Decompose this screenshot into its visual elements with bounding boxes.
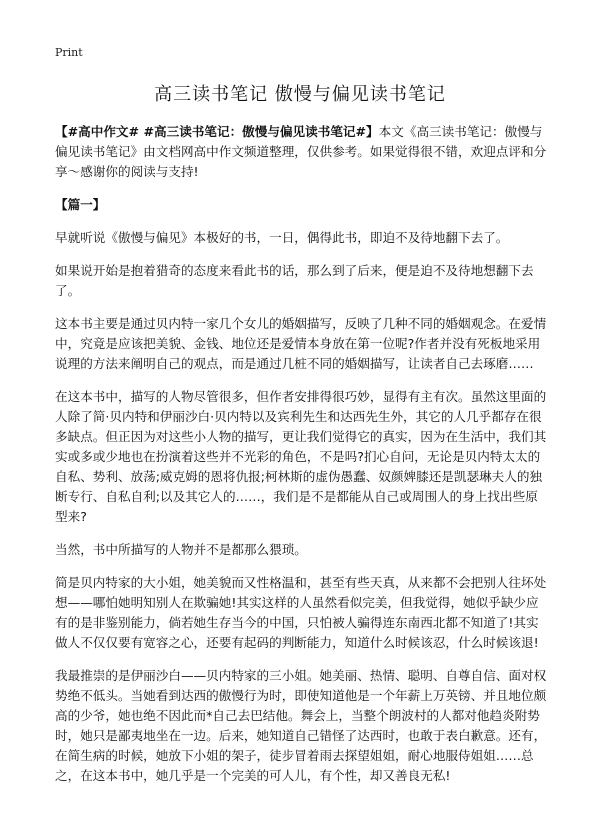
section-heading: 【篇一】 xyxy=(55,197,106,212)
paragraph-5: 当然，书中所描写的人物并不是都那么猥琐。 xyxy=(55,542,307,557)
paragraph-4: 在这本书中，描写的人物尽管很多，但作者安排得很巧妙，显得有主有次。虽然这里面的人除了简·贝内特和伊丽沙白·贝内特以及宾利先生和达西先生外，其它的人几乎都存在很多缺点。但正因为对这些小人物的描写，更让我们觉得它的真实，因为在生活中，我们其实或多或少地也在扮演着这些并不光彩的角色，不是吗?扪心自问，无论是贝内特太太的自私、势利、放荡;威克姆的恩将仇报;柯林斯的虚伪愚蠢、奴颜婢膝还是凯瑟琳夫人的独断专行、自私自利;以及其它人的……，我们是不是都能从自己或周围人的身上找出些原型来? xyxy=(55,389,547,524)
print-link[interactable]: Print xyxy=(55,46,83,59)
paragraph-6: 简是贝内特家的大小姐，她美貌而又性格温和，甚至有些天真，从来都不会把别人往坏处想——哪怕她明知别人在欺骗她!其实这样的人虽然看似完美，但我觉得，她似乎缺少应有的是非鉴别能力，倘若她生存当今的中国，只怕被人骗得连东南西北都不知道了!其实做人不仅仅要有宽容之心，还要有起码的判断能力，知道什么时候该忍，什么时候该退! xyxy=(55,575,547,650)
paragraph-3: 这本书主要是通过贝内特一家几个女儿的婚姻描写，反映了几种不同的婚姻观念。在爱情中，究竟是应该把美貌、金钱、地位还是爱情本身放在第一位呢?作者并没有死板地采用说理的方法来阐明自己的观点，而是通过几桩不同的婚姻描写，让读者自己去琢磨…… xyxy=(55,316,547,371)
article-body xyxy=(55,122,547,799)
intro-tag: 【#高中作文# #高三读书笔记：傲慢与偏见读书笔记#】 xyxy=(55,124,379,139)
paragraph-2: 如果说开始是抱着猎奇的态度来看此书的话，那么到了后来，便是迫不及待地想翻下去了。 xyxy=(55,263,534,298)
intro-text: 本文《高三读书笔记：傲慢与偏见读书笔记》由文档网高中作文频道整理，仅供参考。如果觉得很不错，欢迎点评和分享～感谢你的阅读与支持! xyxy=(55,124,547,179)
paragraph-1: 早就听说《傲慢与偏见》本极好的书，一日，偶得此书，即迫不及待地翻下去了。 xyxy=(55,230,509,245)
intro-paragraph xyxy=(55,122,547,182)
paragraph-7: 我最推崇的是伊丽沙白——贝内特家的三小姐。她美丽、热情、聪明、自尊自信、面对权势绝不低头。当她看到达西的傲慢行为时，即使知道他是一个年薪上万英镑、并且地位颇高的少爷，她也绝不因此而*自己去巴结他。舞会上，当整个朗波村的人都对他趋炎附势时，她只是鄙夷地坐在一边。后来，她知道自己错怪了达西时，也敢于表白歉意。还有，在简生病的时候，她放下小姐的架子，徒步冒着雨去探望姐姐，耐心地服侍姐姐……总之，在这本书中，她几乎是一个完美的可人儿，有个性，却又善良无私! xyxy=(55,668,547,783)
page-title: 高三读书笔记 傲慢与偏见读书笔记 xyxy=(154,84,446,105)
